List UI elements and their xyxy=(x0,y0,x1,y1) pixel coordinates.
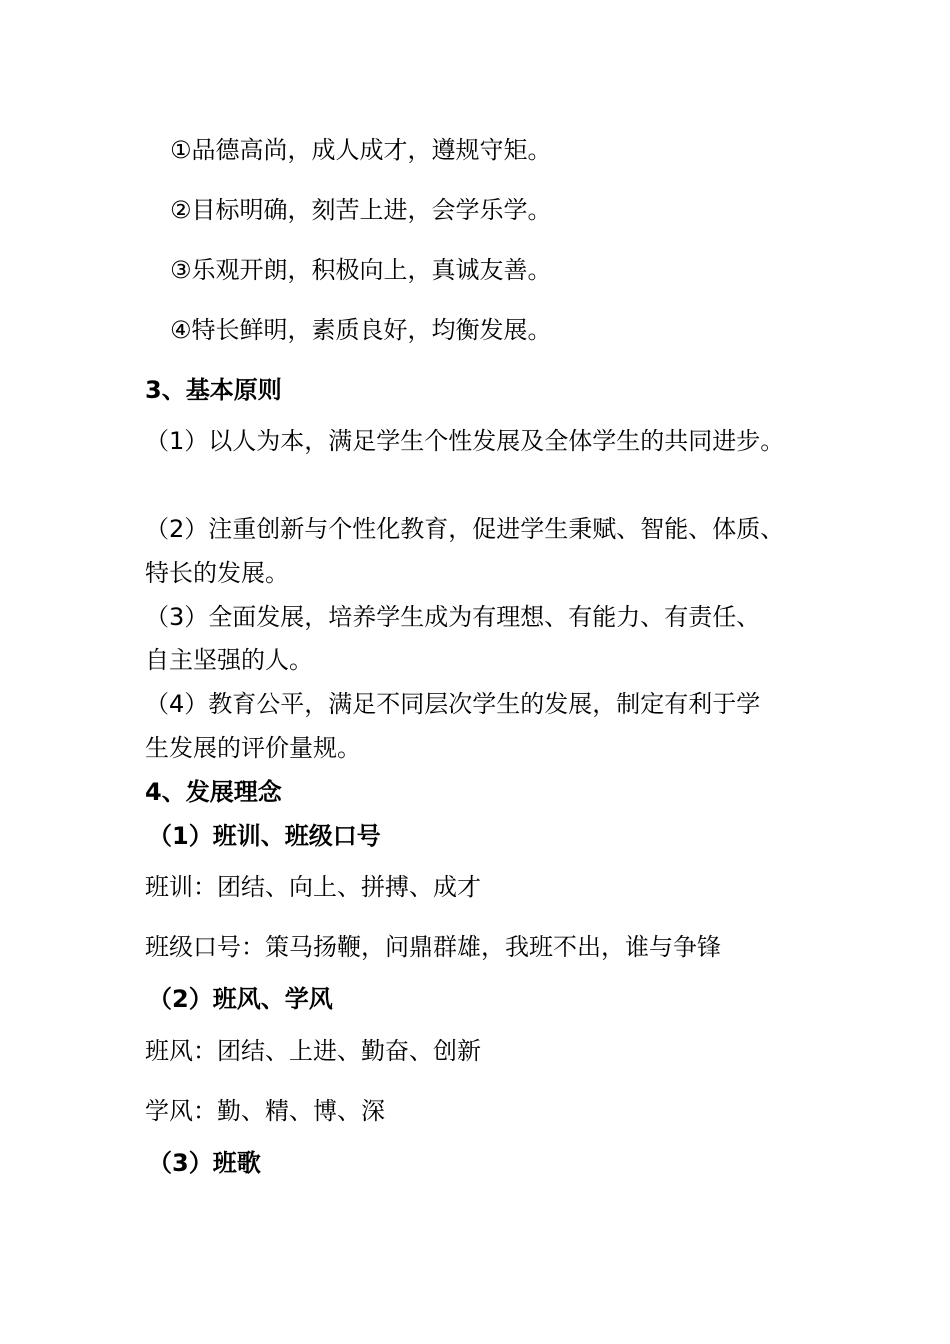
principle-3-line-1: （3）全面发展，培养学生成为有理想、有能力、有责任、 xyxy=(145,603,761,631)
subheading-motto: （1）班训、班级口号 xyxy=(148,822,381,850)
goal-item-1: ①品德高尚，成人成才，遵规守矩。 xyxy=(170,136,552,164)
goal-item-3: ③乐观开朗，积极向上，真诚友善。 xyxy=(170,256,552,284)
principle-4-line-2: 生发展的评价量规。 xyxy=(145,734,361,762)
study-style: 学风：勤、精、博、深 xyxy=(145,1097,385,1125)
principle-2-line-1: （2）注重创新与个性化教育，促进学生秉赋、智能、体质、 xyxy=(145,515,785,543)
class-slogan: 班级口号：策马扬鞭，问鼎群雄，我班不出，谁与争锋 xyxy=(145,933,721,961)
principle-1: （1）以人为本，满足学生个性发展及全体学生的共同进步。 xyxy=(145,427,785,455)
goal-item-2: ②目标明确，刻苦上进，会学乐学。 xyxy=(170,196,552,224)
class-motto: 班训：团结、向上、拼搏、成才 xyxy=(145,873,481,901)
section-3-heading: 3、基本原则 xyxy=(145,376,282,404)
class-style: 班风：团结、上进、勤奋、创新 xyxy=(145,1037,481,1065)
principle-2-line-2: 特长的发展。 xyxy=(145,559,289,587)
subheading-style: （2）班风、学风 xyxy=(148,985,333,1013)
principle-4-line-1: （4）教育公平，满足不同层次学生的发展，制定有利于学 xyxy=(145,690,761,718)
principle-3-line-2: 自主坚强的人。 xyxy=(145,646,313,674)
goal-item-4: ④特长鲜明，素质良好，均衡发展。 xyxy=(170,316,552,344)
section-4-heading: 4、发展理念 xyxy=(145,778,282,806)
subheading-class-song: （3）班歌 xyxy=(148,1149,261,1177)
